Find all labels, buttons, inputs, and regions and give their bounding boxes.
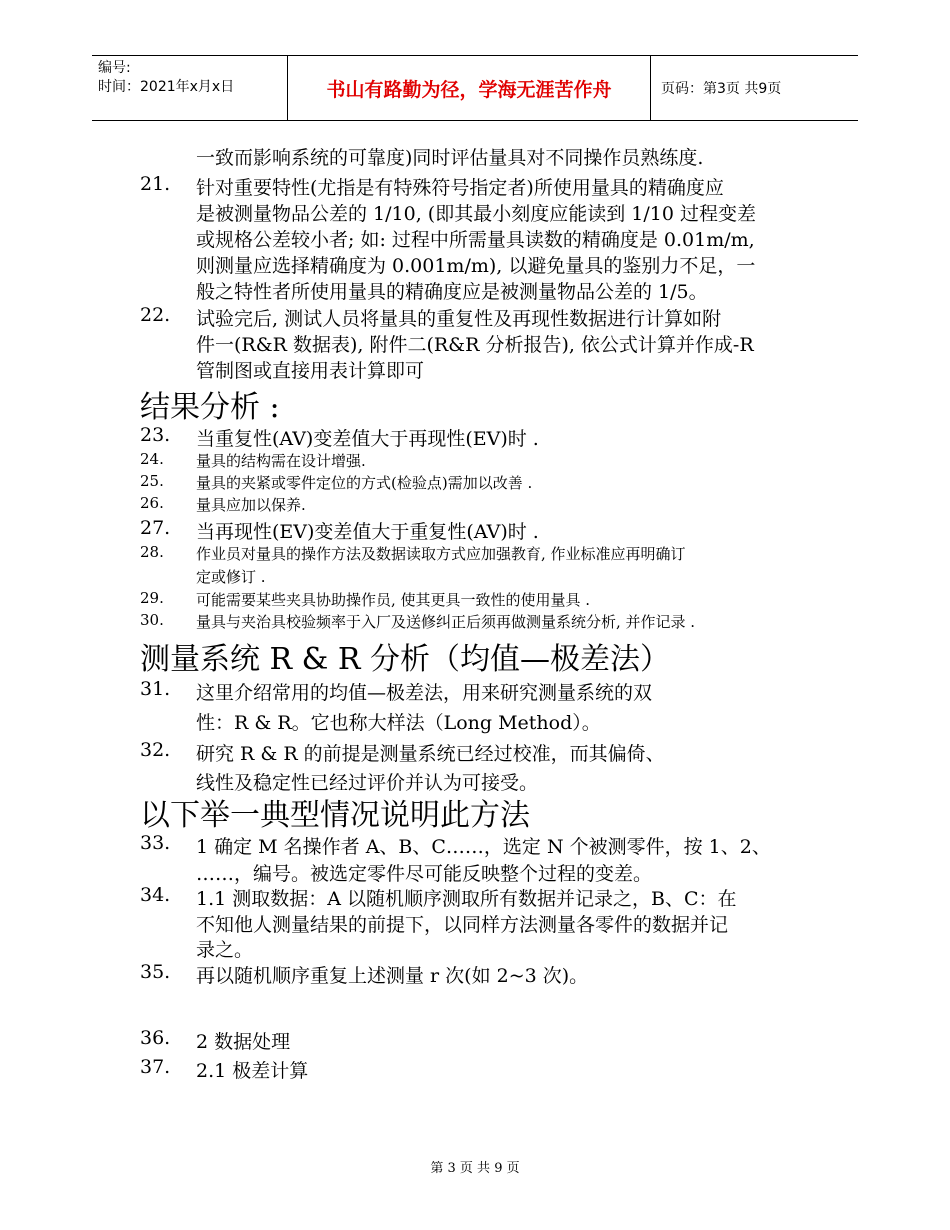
page-footer: 第 3 页 共 9 页 [430, 1161, 520, 1176]
document-number-label: 编号: [98, 60, 131, 76]
page-header [92, 55, 858, 121]
document-time-label: 时间：2021年x月x日 [98, 79, 235, 95]
section-heading-example: 以下举一典型情况说明此方法 [140, 798, 530, 833]
section-heading-rr: 测量系统 R & R 分析（均值—极差法） [140, 642, 671, 677]
header-page-info: 页码：第3页 共9页 [661, 81, 782, 97]
header-motto: 书山有路勤为径，学海无涯苦作舟 [288, 56, 651, 120]
header-meta [92, 56, 288, 120]
section-heading-results: 结果分析 : [140, 390, 280, 425]
